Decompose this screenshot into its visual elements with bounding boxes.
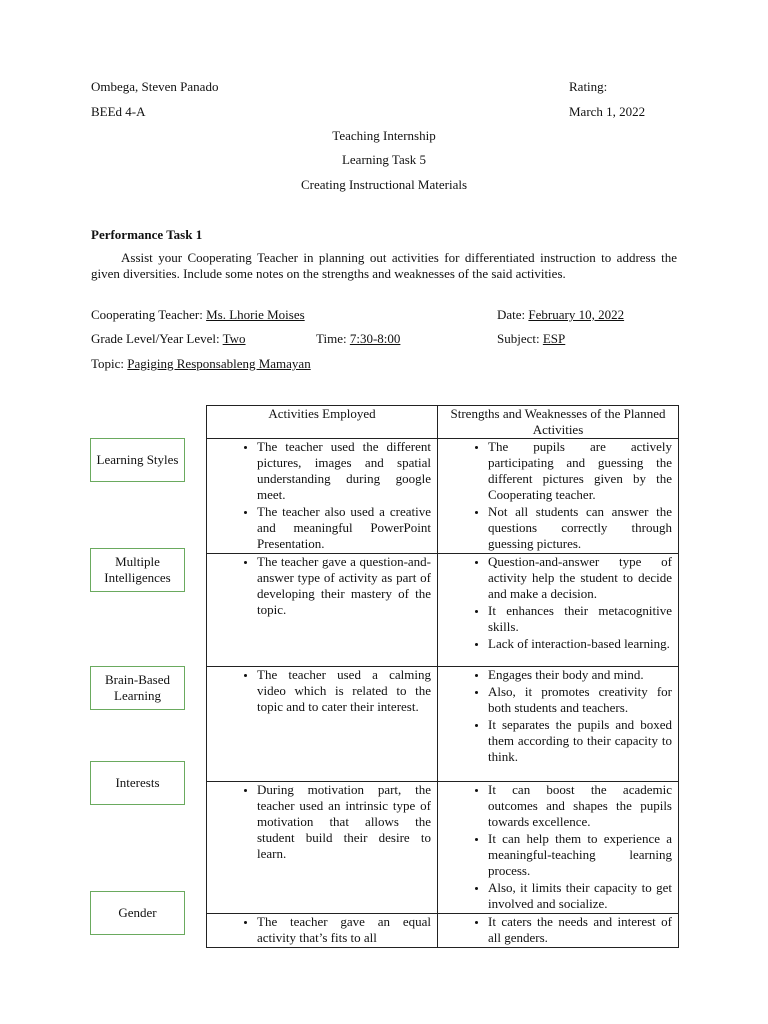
topic-value: Pagiging Responsableng Mamayan	[127, 356, 311, 371]
list-item: • The pupils are actively participating and guessing the different pictures given by the Cooperating teacher.	[488, 439, 672, 503]
row-label-brain-based-learning: Brain-Based Learning	[90, 666, 185, 710]
subject-value: ESP	[542, 331, 566, 346]
list-item: • Question-and-answer type of activity help the student to decide and make a decision.	[488, 554, 672, 602]
header-strengths-weaknesses: Strengths and Weaknesses of the Planned Activities	[438, 406, 679, 439]
list-item: • It enhances their metacognitive skills.	[488, 603, 672, 635]
list-item: • It can help them to experience a meaningful-teaching learning process.	[488, 831, 672, 879]
list-item: • Not all students can answer the questions correctly through guessing pictures.	[488, 504, 672, 552]
header-activities: Activities Employed	[207, 406, 438, 439]
notes-cell	[438, 439, 679, 554]
grade-value: Two	[222, 331, 246, 346]
list-item: • It can boost the academic outcomes and shapes the pupils towards excellence.	[488, 782, 672, 830]
list-item: • Lack of interaction-based learning.	[488, 636, 672, 652]
rating-label: Rating:	[569, 79, 608, 94]
time-value: 7:30-8:00	[349, 331, 401, 346]
title-line-3: Creating Instructional Materials	[300, 177, 468, 192]
list-item: • The teacher gave an equal activity that’s fits to all	[257, 914, 431, 946]
list-item: • It separates the pupils and boxed them according to their capacity to think.	[488, 717, 672, 765]
row-label-interests: Interests	[90, 761, 185, 805]
list-item: • Also, it limits their capacity to get involved and socialize.	[488, 880, 672, 912]
topic-line	[91, 356, 311, 372]
subject-label: Subject:	[497, 331, 540, 346]
coop-teacher-line	[91, 307, 305, 323]
student-section: BEEd 4-A	[91, 104, 146, 119]
notes-cell	[438, 554, 679, 667]
date-line	[497, 307, 624, 323]
table-row	[207, 782, 679, 914]
grade-label: Grade Level/Year Level:	[91, 331, 220, 346]
notes-cell	[438, 914, 679, 948]
table-row	[207, 554, 679, 667]
list-item: • The teacher used a calming video which is related to the topic and to cater their interest.	[257, 667, 431, 715]
table-row	[207, 667, 679, 782]
activities-cell	[207, 439, 438, 554]
activities-cell	[207, 554, 438, 667]
list-item: • It caters the needs and interest of all genders.	[488, 914, 672, 946]
list-item: • Engages their body and mind.	[488, 667, 672, 683]
task-heading: Performance Task 1	[91, 227, 203, 242]
time-line	[316, 331, 400, 347]
table-row	[207, 439, 679, 554]
list-item: • Also, it promotes creativity for both students and teachers.	[488, 684, 672, 716]
list-item: • The teacher used the different pictures, images and spatial understanding during google meet.	[257, 439, 431, 503]
list-item: • The teacher also used a creative and meaningful PowerPoint Presentation.	[257, 504, 431, 552]
activities-cell	[207, 782, 438, 914]
student-name: Ombega, Steven Panado	[91, 79, 219, 94]
grade-line	[91, 331, 246, 347]
time-label: Time:	[316, 331, 347, 346]
title-line-1: Teaching Internship	[332, 128, 436, 143]
notes-cell	[438, 782, 679, 914]
subject-line	[497, 331, 565, 347]
activities-cell	[207, 667, 438, 782]
document-date: March 1, 2022	[569, 104, 646, 119]
coop-teacher-value: Ms. Lhorie Moises	[206, 307, 305, 322]
list-item: • The teacher gave a question-and-answer type of activity as part of developing their mastery of the topic.	[257, 554, 431, 618]
topic-label: Topic:	[91, 356, 125, 371]
notes-cell	[438, 667, 679, 782]
coop-teacher-label: Cooperating Teacher:	[91, 307, 203, 322]
list-item: • During motivation part, the teacher used an intrinsic type of motivation that allows the student build their desire to learn.	[257, 782, 431, 862]
row-label-multiple-intelligences: Multiple Intelligences	[90, 548, 185, 592]
table-header-row	[207, 406, 679, 439]
task-instructions: Assist your Cooperating Teacher in planning out activities for differentiated instruction to address the given diversities. Include some notes on the strengths and weaknesses of the said activities.	[91, 250, 677, 281]
table-row	[207, 914, 679, 948]
activities-table	[206, 405, 679, 948]
row-label-learning-styles: Learning Styles	[90, 438, 185, 482]
title-line-2: Learning Task 5	[341, 152, 427, 167]
activities-cell	[207, 914, 438, 948]
date-label: Date:	[497, 307, 526, 322]
date-value: February 10, 2022	[528, 307, 625, 322]
row-label-gender: Gender	[90, 891, 185, 935]
